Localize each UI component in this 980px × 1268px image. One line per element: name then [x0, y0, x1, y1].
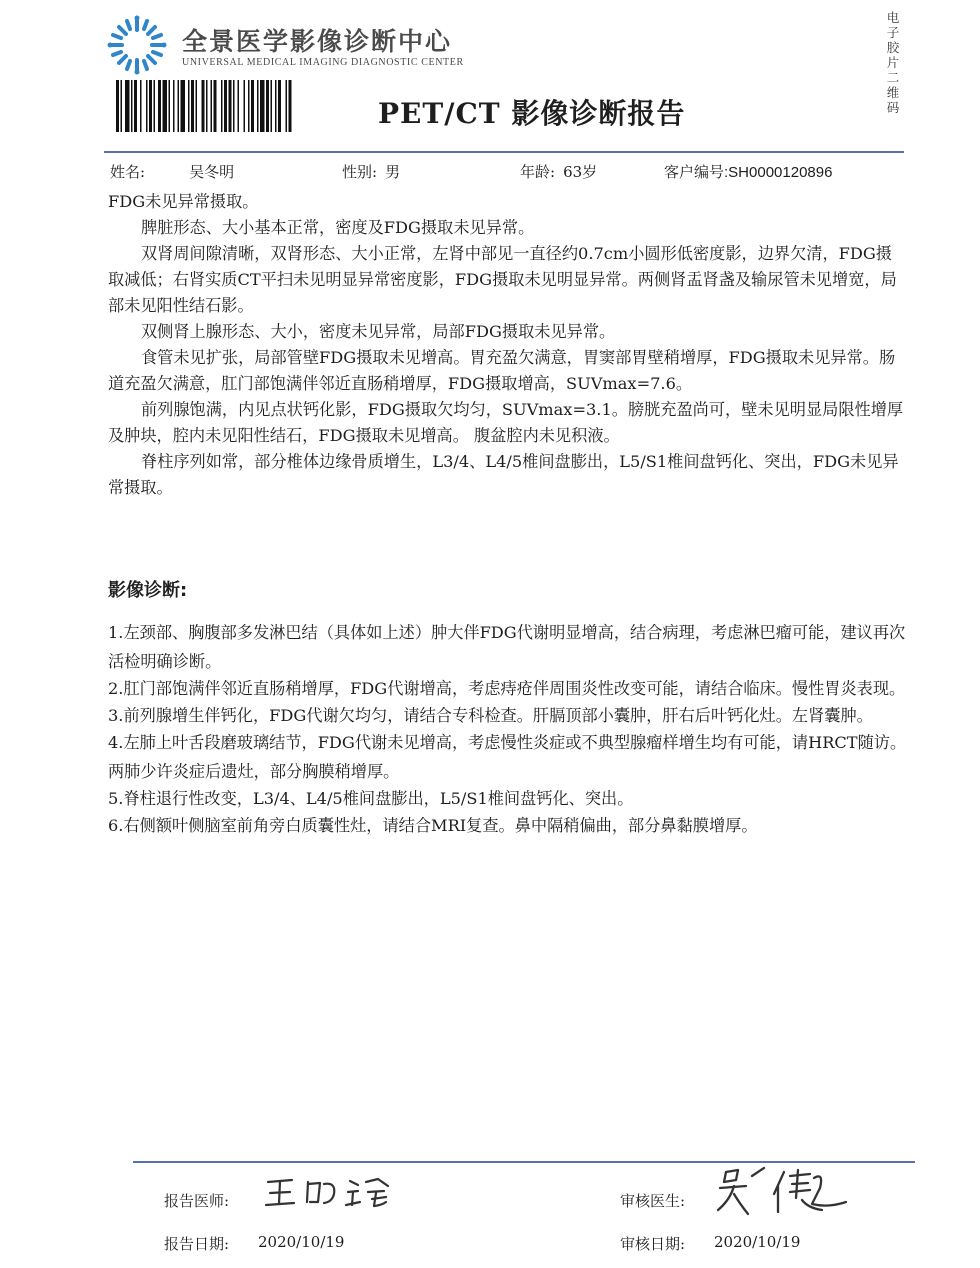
barcode-bar: [206, 80, 208, 132]
barcode-bar: [125, 80, 130, 132]
diagnosis-item: 4.左肺上叶舌段磨玻璃结节，FDG代谢未见增高，考虑慢性炎症或不典型腺瘤样增生均有可能，请HRCT随访。两肺少许炎症后遗灶，部分胸膜稍增厚。: [108, 733, 907, 781]
findings-paragraph: FDG未见异常摄取。: [108, 192, 259, 211]
barcode-bar: [266, 80, 269, 132]
barcode-bar: [271, 80, 273, 132]
barcode-bar: [134, 80, 137, 132]
report-barcode: [116, 80, 348, 132]
barcode-bar: [238, 80, 240, 132]
findings-paragraph: 双肾周间隙清晰，双肾形态、大小正常，左肾中部见一直径约0.7cm小圆形低密度影，边界欠清，FDG摄取减低；右肾实质CT平扫未见明显异常密度影，FDG摄取未见明显异常。两侧肾盂肾盏及输尿管未见增宽，局部未见阳性结石影。: [108, 244, 897, 315]
barcode-bar: [121, 80, 123, 132]
review-date-label: 审核日期:: [620, 1235, 686, 1253]
client-id-field: [664, 161, 832, 182]
barcode-bar: [221, 80, 223, 132]
client-id: SH0000120896: [728, 164, 833, 181]
header-divider: [104, 151, 904, 153]
barcode-bar: [149, 80, 152, 132]
diagnosis-item: 1.左颈部、胸腹部多发淋巴结（具体如上述）肿大伴FDG代谢明显增高，结合病理，考虑淋巴瘤可能，建议再次活检明确诊断。: [108, 623, 906, 671]
barcode-bar: [169, 80, 171, 132]
reviewer-label: 审核医生:: [620, 1192, 686, 1210]
barcode-bar: [214, 80, 217, 132]
barcode-bar: [260, 80, 265, 132]
barcode-bar: [229, 80, 232, 132]
barcode-bar: [154, 80, 156, 132]
doctor-label: 报告医师:: [164, 1192, 230, 1210]
barcode-bar: [278, 80, 281, 132]
barcode-bar: [289, 80, 292, 132]
barcode-bar: [248, 80, 250, 132]
diagnosis-list: [108, 618, 908, 838]
org-name-en: UNIVERSAL MEDICAL IMAGING DIAGNOSTIC CENTER: [182, 57, 464, 68]
barcode-bar: [224, 80, 227, 132]
barcode-bar: [131, 80, 133, 132]
barcode-bar: [257, 80, 259, 132]
barcode-bar: [196, 80, 198, 132]
doctor-signature: [262, 1172, 392, 1212]
signature-divider: [133, 1161, 915, 1163]
barcode-bar: [140, 80, 142, 132]
barcode-bar: [233, 80, 235, 132]
diagnosis-item: 6.右侧额叶侧脑室前角旁白质囊性灶，请结合MRI复查。鼻中隔稍偏曲，部分鼻黏膜增厚。: [108, 816, 758, 835]
report-title: PET/CT 影像诊断报告: [378, 97, 686, 130]
barcode-bar: [146, 80, 148, 132]
report-date: 2020/10/19: [258, 1233, 345, 1251]
barcode-bar: [178, 80, 180, 132]
diagnosis-item: 2.肛门部饱满伴邻近直肠稍增厚，FDG代谢增高，考虑痔疮伴周围炎性改变可能，请结合临床。慢性胃炎表现。: [108, 679, 906, 698]
barcode-bar: [286, 80, 288, 132]
report-date-label: 报告日期:: [164, 1235, 230, 1253]
barcode-bar: [202, 80, 205, 132]
barcode-bar: [173, 80, 175, 132]
client-label: 客户编号:: [664, 164, 729, 181]
findings-section: [108, 189, 908, 501]
findings-paragraph: 脾脏形态、大小基本正常，密度及FDG摄取未见异常。: [141, 218, 535, 237]
findings-paragraph: 双侧肾上腺形态、大小，密度未见异常，局部FDG摄取未见异常。: [141, 322, 616, 341]
findings-paragraph: 食管未见扩张，局部管壁FDG摄取未见增高。胃充盈欠满意，胃窦部胃壁稍增厚，FDG摄取未见异常。肠道充盈欠满意，肛门部饱满伴邻近直肠稍增厚，FDG摄取增高，SUVmax=7.6。: [108, 348, 896, 393]
patient-name-field: [110, 161, 234, 182]
patient-sex-field: [342, 161, 400, 182]
review-date: 2020/10/19: [714, 1233, 801, 1251]
age-label: 年龄:: [520, 163, 556, 181]
findings-paragraph: 脊柱序列如常，部分椎体边缘骨质增生，L3/4、L4/5椎间盘膨出，L5/S1椎间盘钙化、突出，FDG未见异常摄取。: [108, 452, 899, 497]
reviewer-signature: [712, 1164, 852, 1224]
sex-label: 性别:: [342, 163, 378, 181]
findings-paragraph: 前列腺饱满，内见点状钙化影，FDG摄取欠均匀，SUVmax=3.1。膀胱充盈尚可，壁未见明显局限性增厚及肿块，腔内未见阳性结石，FDG摄取未见增高。 腹盆腔内未见积液。: [108, 400, 904, 445]
barcode-bar: [158, 80, 161, 132]
barcode-bar: [163, 80, 168, 132]
barcode-bar: [188, 80, 190, 132]
barcode-bar: [244, 80, 246, 132]
patient-name: 吴冬明: [189, 163, 235, 181]
barcode-bar: [211, 80, 213, 132]
name-label: 姓名:: [110, 163, 146, 181]
barcode-bar: [251, 80, 254, 132]
org-name-cn: 全景医学影像诊断中心: [182, 27, 453, 56]
patient-sex: 男: [385, 163, 401, 181]
diagnosis-item: 3.前列腺增生伴钙化，FDG代谢欠均匀，请结合专科检查。肝膈顶部小囊肿，肝右后叶钙化灶。左肾囊肿。: [108, 706, 873, 725]
barcode-bar: [181, 80, 186, 132]
center-logo-icon: [106, 14, 168, 76]
barcode-bar: [116, 80, 119, 132]
patient-age-field: [520, 161, 597, 182]
barcode-bar: [191, 80, 194, 132]
qr-code-label: 电子胶片二维码: [886, 10, 900, 115]
diagnosis-heading: 影像诊断:: [108, 580, 188, 601]
diagnosis-item: 5.脊柱退行性改变，L3/4、L4/5椎间盘膨出，L5/S1椎间盘钙化、突出。: [108, 789, 634, 808]
patient-age: 63岁: [563, 163, 598, 181]
barcode-bar: [275, 80, 277, 132]
